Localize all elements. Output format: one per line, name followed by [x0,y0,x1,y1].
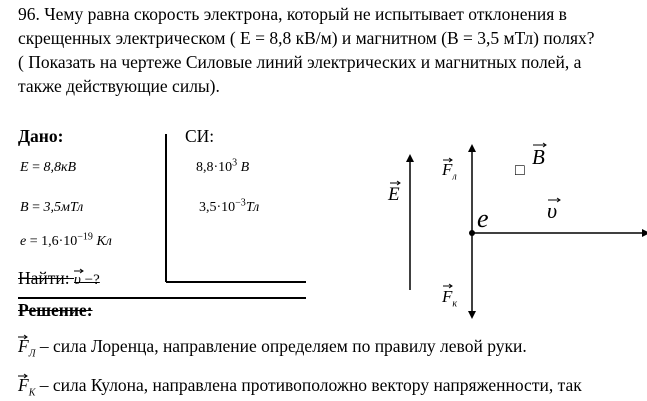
solution-header: Решение: [18,300,93,320]
problem-line-2: скрещенных электрическом ( E = 8,8 кВ/м) и магнитном (B = 3,5 мТл) полях? [18,28,595,48]
given-header: Дано: [18,126,64,146]
FK-label: $F_к$ [442,287,458,310]
electron-dot [469,230,475,236]
box-glyph: □ [515,162,525,179]
v-label: υ [547,198,558,223]
problem-line-3: ( Показать на чертеже Силовые линий электрических и магнитных полей, а [18,52,582,72]
problem-line-4: также действующие силы). [18,76,220,96]
e-label: e [477,204,489,233]
FL-label: $F_л$ [442,160,457,183]
si-E: $8,8\cdot 10^3$ В [196,157,250,175]
given-B: B = 3,5мТл [20,200,84,215]
find-label: Найти: υ −? [18,268,100,288]
solution-line-2: $F_К$ – сила Кулона, направлена противоположно вектору напряженности, так [18,375,582,399]
problem-line-1: 96. Чему равна скорость электрона, который не испытывает отклонения в [18,4,567,24]
E-label: E [388,184,400,205]
FK-vector-mark-text [18,373,28,379]
FL-vector-mark-text [18,334,28,340]
si-B: $3,5\cdot 10^{-3}Тл$ [199,197,260,215]
given-e: $e = 1,6\cdot 10^{-19}$ Кл [20,231,112,249]
si-header: СИ: [185,126,215,146]
given-E: E = 8,8кВ [20,160,77,175]
B-label: B [532,145,545,169]
solution-line-1: $F_Л$ – сила Лоренца, направление определяем по правилу левой руки. [18,336,527,360]
